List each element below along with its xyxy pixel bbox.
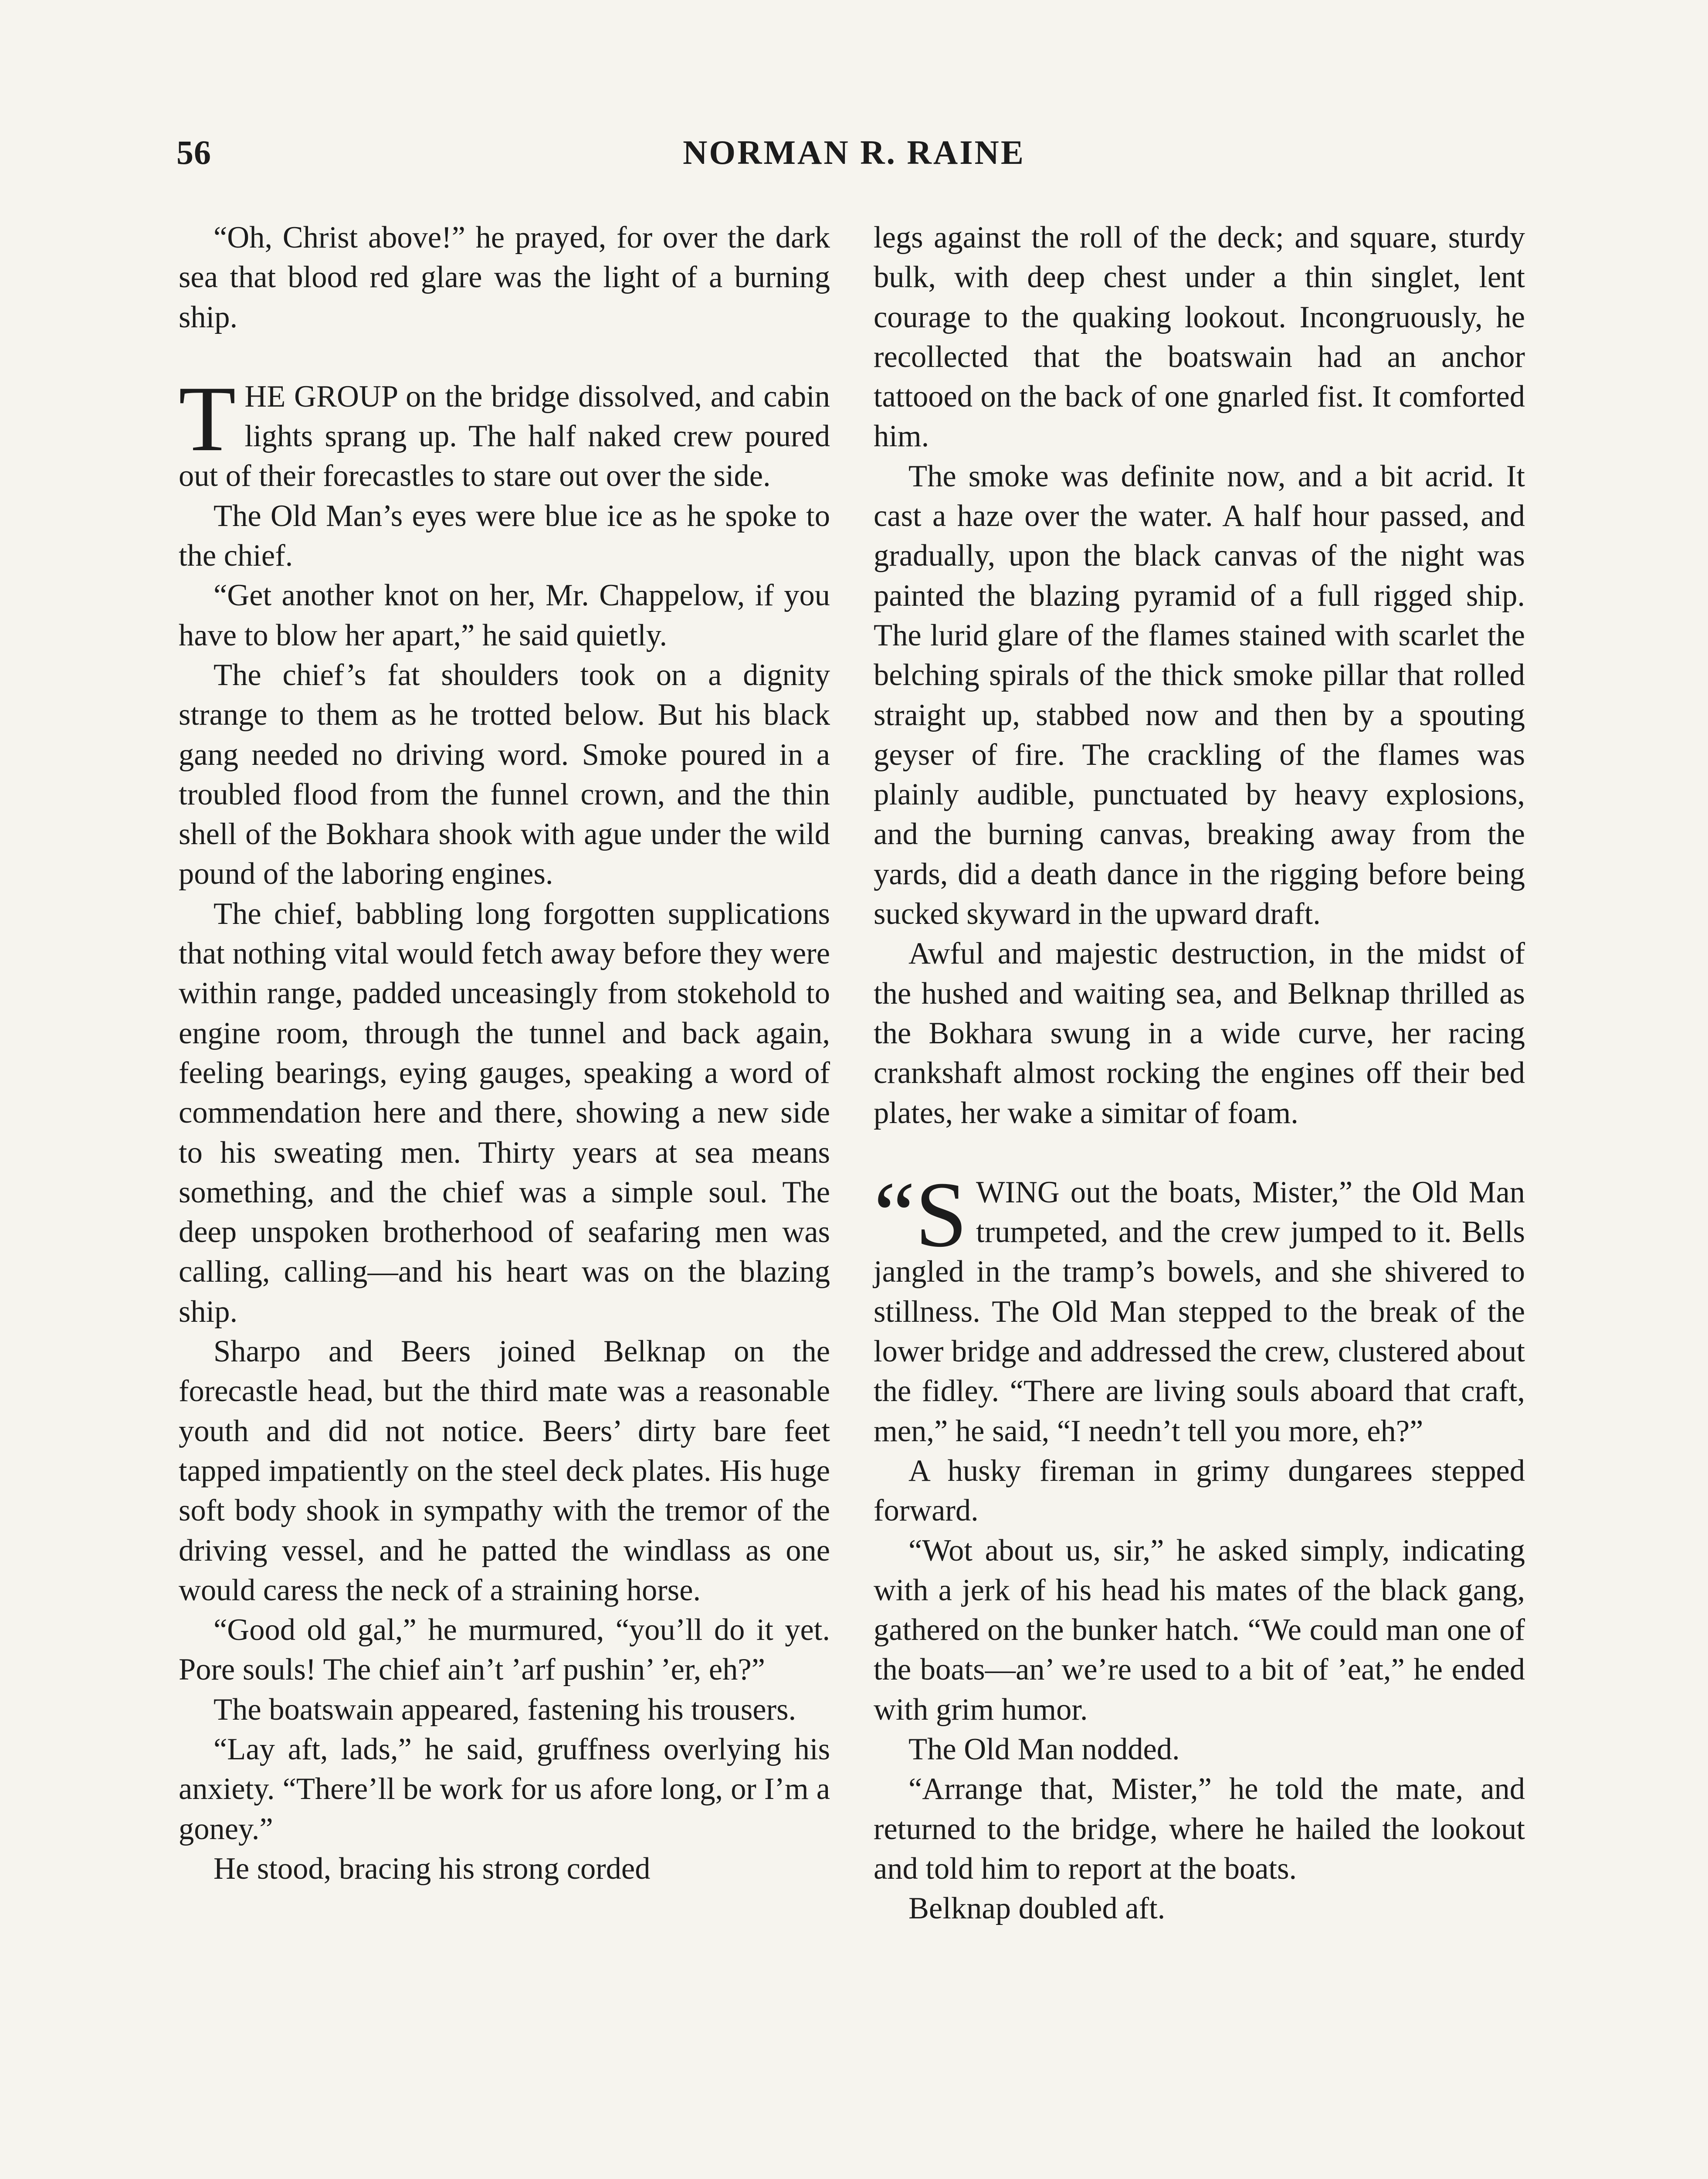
paragraph: “Wot about us, sir,” he asked simply, indicating with a jerk of his head his mates of the black gang, gathered on the bunker hatch. “We could man one of the boats—an’ we’re used to a bit of ’eat,” he ended with grim humor. (874, 1533, 1525, 1727)
paragraph: The smoke was definite now, and a bit acrid. It cast a haze over the water. A half hour passed, and gradually, upon the black canvas of the night was painted the blazing pyramid of a full rigged ship. The lurid glare of the flames stained with scarlet the belching spirals of the thick smoke pillar that rolled straight up, stabbed now and then by a spouting geyser of fire. The crackling of the flames was plainly audible, punctuated by heavy explosions, and the burning canvas, breaking away from the yards, did a death dance in the rigging before being sucked skyward in the upward draft. (874, 459, 1525, 931)
paragraph: “Lay aft, lads,” he said, gruffness overlying his anxiety. “There’ll be work for us afore long, or I’m a goney.” (179, 1732, 830, 1846)
paragraph: Belknap doubled aft. (908, 1891, 1166, 1926)
paragraph-dropcap (874, 1162, 1525, 1451)
paragraph: The Old Man’s eyes were blue ice as he spoke to the chief. (179, 499, 830, 573)
paragraph: Sharpo and Beers joined Belknap on the forecastle head, but the third mate was a reasonable youth and did not notice. Beers’ dirty bare feet tapped impatiently on the steel deck plates. His huge soft body shook in sympathy with the tremor of the driving vessel, and he patted the windlass as one would caress the neck of a straining horse. (179, 1334, 830, 1607)
paragraph: legs against the roll of the deck; and square, sturdy bulk, with deep chest under a thin singlet, lent courage to the quaking lookout. Incongruously, he recollected that the boatswain had an anchor tattooed on the back of one gnarled fist. It comforted him. (874, 221, 1525, 454)
drop-cap: T (179, 366, 236, 471)
drop-cap: “S (874, 1162, 967, 1266)
lead-in: HE GROUP (244, 379, 397, 414)
lead-in: WING (976, 1175, 1060, 1209)
paragraph: “Arrange that, Mister,” he told the mate, and returned to the bridge, where he hailed the lookout and told him to report at the boats. (874, 1772, 1525, 1886)
paragraph: “Good old gal,” he murmured, “you’ll do it yet. Pore souls! The chief ain’t ’arf pushin’ ’er, eh?” (179, 1613, 830, 1687)
paragraph-text: out the boats, Mister,” the Old Man trumpeted, and the crew jumped to it. Bells jangled in the tramp’s bowels, and she shivered to stillness. The Old Man stepped to the break of the lower bridge and addressed the crew, clustered about the fidley. “There are living souls aboard that craft, men,” he said, “I needn’t tell you more, eh?” (874, 1175, 1525, 1448)
paragraph: “Get another knot on her, Mr. Chappelow, if you have to blow her apart,” he said quietly. (179, 578, 830, 652)
paragraph: The chief’s fat shoulders took on a dignity strange to them as he trotted below. But his black gang needed no driving word. Smoke poured in a troubled flood from the funnel crown, and the thin shell of the Bokhara shook with ague under the wild pound of the laboring engines. (179, 658, 830, 891)
paragraph-dropcap (179, 366, 830, 496)
right-column (874, 218, 1525, 1928)
left-column (179, 218, 830, 1889)
paragraph: The boatswain appeared, fastening his trousers. (214, 1692, 796, 1727)
paragraph: “Oh, Christ above!” he prayed, for over the dark sea that blood red glare was the light of a burning ship. (179, 221, 830, 334)
paragraph: A husky fireman in grimy dungarees stepped forward. (874, 1453, 1525, 1528)
running-head: NORMAN R. RAINE (683, 133, 1025, 171)
page-number: 56 (176, 133, 211, 171)
paragraph: He stood, bracing his strong corded (214, 1851, 651, 1886)
paragraph: Awful and majestic destruction, in the midst of the hushed and waiting sea, and Belknap thrilled as the Bokhara swung in a wide curve, her racing crankshaft almost rocking the engines off their bed plates, her wake a simitar of foam. (874, 937, 1525, 1130)
paragraph: The Old Man nodded. (908, 1732, 1180, 1766)
paragraph-text: on the bridge dissolved, and cabin lights sprang up. The half naked crew poured out of their forecastles to stare out over the side. (179, 379, 830, 493)
paragraph: The chief, babbling long forgotten supplications that nothing vital would fetch away before they were within range, padded unceasingly from stokehold to engine room, through the tunnel and back again, feeling bearings, eying gauges, speaking a word of commendation here and there, showing a new side to his sweating men. Thirty years at sea means something, and the chief was a simple soul. The deep unspoken brotherhood of seafaring men was calling, calling—and his heart was on the blazing ship. (179, 896, 830, 1329)
page-header (0, 133, 1708, 181)
